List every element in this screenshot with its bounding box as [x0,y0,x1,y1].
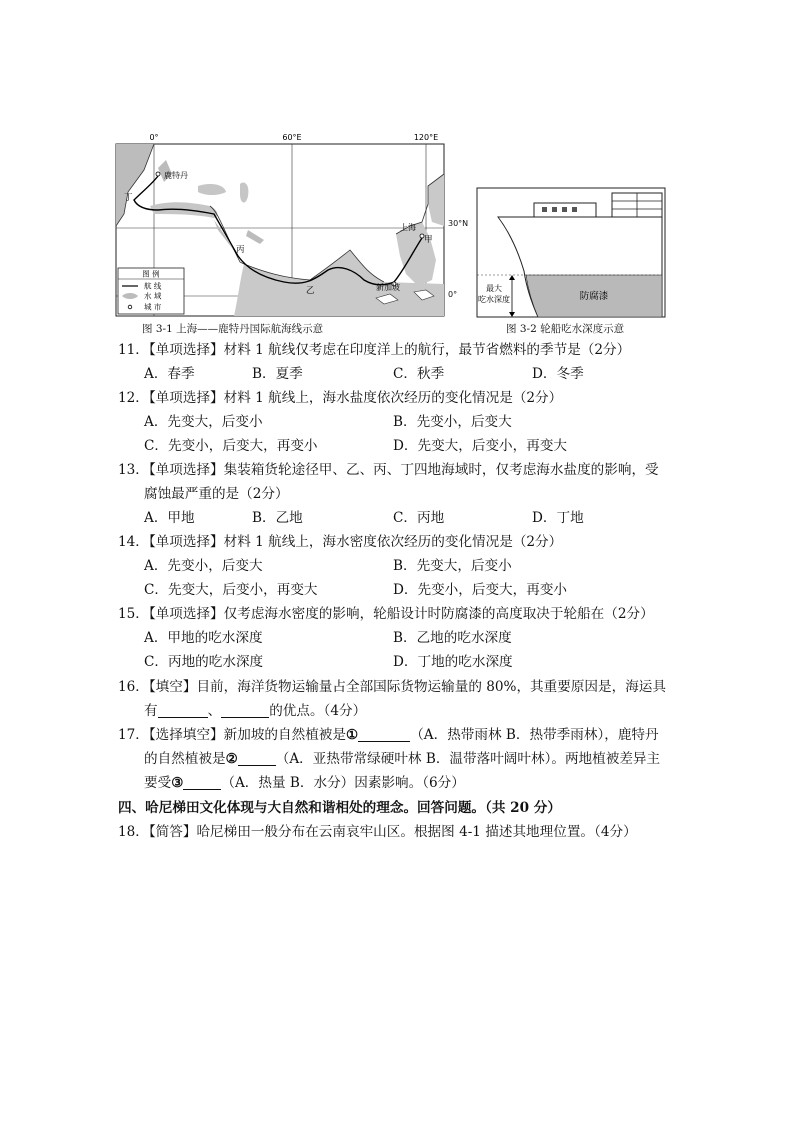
figure-caption-3-2: 图 3-2 轮船吃水深度示意 [506,323,625,335]
point-yi: 乙 [306,286,315,296]
lon-label-0: 0° [149,133,159,142]
q11-option-d: D．冬季 [532,366,584,382]
question-17-line-1 [118,723,659,747]
map-legend [118,268,184,314]
q17-text-1b: （A．热带雨林 B．热带季雨林），鹿特丹 [410,727,659,743]
q17-text-2b: （A．亚热带常绿硬叶林 B．温带落叶阔叶林）。两地植被差异主 [275,751,661,767]
q15-option-a: A．甲地的吃水深度 [144,630,263,646]
q17-blank-3[interactable] [183,774,221,790]
point-ding: 丁 [124,193,133,203]
q17-blank-1[interactable] [358,726,410,742]
point-jia: 甲 [424,235,433,245]
question-17-line-2 [144,747,660,771]
label-rotterdam: 鹿特丹 [164,171,188,180]
q16-text-b: 、 [207,703,222,719]
q13-option-d: D．丁地 [532,510,584,526]
question-13-line-2: 腐蚀最严重的是（2分） [144,486,289,502]
q12-option-a: A．先变大，后变小 [144,414,263,430]
cabin-window-2 [552,207,557,212]
lon-label-60e: 60°E [282,133,302,142]
q16-blank-1[interactable] [158,702,208,718]
legend-city-label: 城 市 [144,302,162,312]
q11-option-b: B．夏季 [252,366,303,382]
q14-option-d: D．先变小，后变大，再变小 [393,582,568,598]
label-shanghai: 上海 [400,223,416,232]
q16-text-a: 有 [144,703,158,719]
legend-city-symbol [128,305,132,309]
q17-text-3b: （A．热量 B．水分）因素影响。（6分） [221,775,465,791]
q14-option-a: A．先变小，后变大 [144,558,263,574]
q12-option-c: C．先变小，后变大，再变小 [144,438,318,454]
legend-water-label: 水 域 [144,291,162,301]
q15-option-b: B．乙地的吃水深度 [393,630,512,646]
draft-label-line2: 吃水深度 [478,295,510,304]
ship-draft-diagram [476,187,666,318]
question-12: 12．【单项选择】材料 1 航线上，海水盐度依次经历的变化情况是（2分） [118,390,563,406]
question-18: 18．【简答】哈尼梯田一般分布在云南哀牢山区。根据图 4-1 描述其地理位置。（4分） [118,824,637,840]
cabin-window-1 [542,207,547,212]
point-bing: 丙 [236,245,245,255]
q16-text-c: 的优点。（4分） [269,703,367,719]
question-11: 11．【单项选择】材料 1 航线仅考虑在印度洋上的航行，最节省燃料的季节是（2分） [118,342,631,358]
q17-marker-1: ① [346,727,359,743]
q17-marker-2: ② [225,751,238,767]
q13-option-b: B．乙地 [252,510,303,526]
q17-text-1a: 17．【选择填空】新加坡的自然植被是 [118,727,346,743]
q14-option-b: B．先变大，后变小 [393,558,512,574]
section-4-heading: 四、哈尼梯田文化体现与大自然和谐相处的理念。回答问题。（共 20 分） [118,800,561,816]
q11-option-a: A．春季 [144,366,195,382]
q13-option-c: C．丙地 [393,510,445,526]
q11-option-c: C．秋季 [393,366,445,382]
legend-title: 图 例 [142,269,160,279]
q17-blank-2[interactable] [238,750,276,766]
q15-option-d: D．丁地的吃水深度 [393,654,513,670]
route-map [114,130,446,318]
q13-option-a: A．甲地 [144,510,195,526]
legend-route-label: 航 线 [144,281,162,291]
q17-text-3a: 要受 [144,775,172,791]
lon-label-120e: 120°E [413,133,439,142]
question-14: 14．【单项选择】材料 1 航线上，海水密度依次经历的变化情况是（2分） [118,534,563,550]
q14-option-c: C．先变大，后变小，再变大 [144,582,318,598]
paint-label: 防腐漆 [579,291,609,302]
lat-label-30n: 30°N [448,219,469,228]
q16-blank-2[interactable] [221,702,269,718]
q15-option-c: C．丙地的吃水深度 [144,654,264,670]
lat-label-equator: 0° [448,290,458,299]
q17-marker-3: ③ [171,775,184,791]
question-16-line-2 [144,699,366,723]
figure-caption-3-1: 图 3-1 上海——鹿特丹国际航海线示意 [142,323,324,335]
question-16-line-1: 16．【填空】目前，海洋货物运输量占全部国际货物运输量的 80%，其重要原因是，海运具 [118,679,666,695]
city-rotterdam [156,172,160,176]
question-13-line-1: 13．【单项选择】集装箱货轮途径甲、乙、丙、丁四地海域时，仅考虑海水盐度的影响，受 [118,462,659,478]
q12-option-d: D．先变大，后变小，再变大 [393,438,568,454]
q12-option-b: B．先变小，后变大 [393,414,512,430]
cabin-window-4 [572,207,577,212]
cabin-window-3 [562,207,567,212]
label-singapore: 新加坡 [376,283,400,292]
q17-text-2a: 的自然植被是 [144,751,226,767]
draft-label-line1: 最大 [486,284,502,293]
question-15: 15．【单项选择】仅考虑海水密度的影响，轮船设计时防腐漆的高度取决于轮船在（2分） [118,606,654,622]
question-17-line-3 [144,771,465,795]
